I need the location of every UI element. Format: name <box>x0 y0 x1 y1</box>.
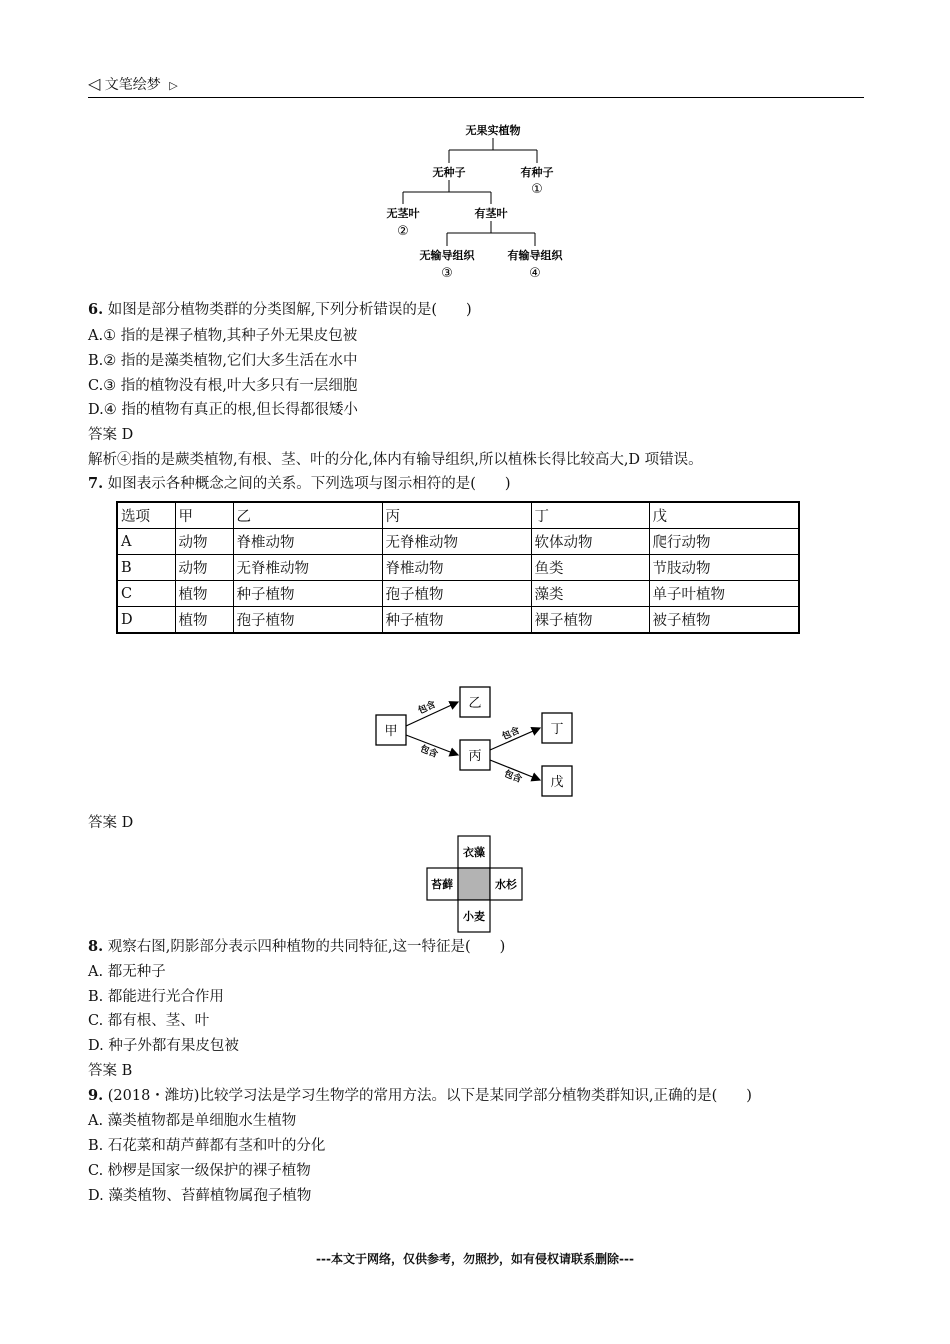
cross-left-label: 苔藓 <box>431 878 453 891</box>
q6-analysis: 解析④指的是蕨类植物,有根、茎、叶的分化,体内有输导组织,所以植株长得比较高大,D 项错误。 <box>88 452 703 468</box>
table-header-cell: 丙 <box>382 502 531 529</box>
table-cell: C <box>117 581 175 607</box>
table-cell: 孢子植物 <box>233 607 382 634</box>
table-cell: B <box>117 555 175 581</box>
label-ding: 丁 <box>550 722 564 737</box>
q9-option-b: B. 石花菜和葫芦藓都有茎和叶的分化 <box>88 1138 326 1154</box>
q7-number: 7. <box>88 475 104 492</box>
q6-option-b: B.② 指的是藻类植物,它们大多生活在水中 <box>88 353 358 369</box>
table-cell: 植物 <box>175 581 233 607</box>
table-cell: 脊椎动物 <box>382 555 531 581</box>
table-cell: 鱼类 <box>531 555 649 581</box>
q6-number: 6. <box>88 301 104 318</box>
contains-label-1: 包含 <box>416 699 438 717</box>
q7-stem-text: 如图表示各种概念之间的关系。下列选项与图示相符的是( ) <box>103 476 511 492</box>
contains-label-3: 包含 <box>500 725 522 743</box>
table-cell: 爬行动物 <box>649 529 799 555</box>
tree-num-1: ① <box>531 182 543 197</box>
table-cell: 植物 <box>175 607 233 634</box>
tree-has-seed: 有种子 <box>520 166 554 179</box>
tree-num-3: ③ <box>441 266 453 281</box>
table-cell: 裸子植物 <box>531 607 649 634</box>
table-cell: 节肢动物 <box>649 555 799 581</box>
concept-diagram <box>370 680 580 800</box>
table-cell: 单子叶植物 <box>649 581 799 607</box>
page-header <box>88 74 178 94</box>
table-cell: 被子植物 <box>649 607 799 634</box>
q6-stem <box>88 300 472 320</box>
q9-number: 9. <box>88 1087 104 1104</box>
tree-num-2: ② <box>397 224 409 239</box>
q7-options-table <box>116 501 800 634</box>
tree-no-stem-leaf: 无茎叶 <box>386 207 420 220</box>
q8-option-b: B. 都能进行光合作用 <box>88 989 224 1005</box>
q8-number: 8. <box>88 938 104 955</box>
label-yi: 乙 <box>468 696 482 711</box>
table-cell: 动物 <box>175 529 233 555</box>
tree-root: 无果实植物 <box>465 124 521 137</box>
q8-option-d: D. 种子外都有果皮包被 <box>88 1038 239 1054</box>
q9-option-d: D. 藻类植物、苔藓植物属孢子植物 <box>88 1188 312 1204</box>
table-cell: 无脊椎动物 <box>233 555 382 581</box>
table-header-cell: 选项 <box>117 502 175 529</box>
q6-answer: 答案 D <box>88 427 134 443</box>
q7-answer: 答案 D <box>88 815 134 831</box>
tree-no-seed: 无种子 <box>432 166 466 179</box>
left-triangle-icon: ◁ <box>88 74 101 93</box>
table-row <box>117 581 799 607</box>
plant-cross-diagram <box>426 835 524 933</box>
q6-option-a: A.① 指的是裸子植物,其种子外无果皮包被 <box>88 328 358 344</box>
cross-top-label: 衣藻 <box>463 846 485 859</box>
cross-bottom-label: 小麦 <box>463 910 485 923</box>
cross-right-label: 水杉 <box>495 878 517 891</box>
tree-no-vascular: 无输导组织 <box>419 249 475 262</box>
tree-lines <box>403 138 537 246</box>
table-row <box>117 529 799 555</box>
q9-stem-text: (2018・潍坊)比较学习法是学习生物学的常用方法。以下是某同学部分植物类群知识,正确的是( ) <box>103 1088 752 1104</box>
contains-label-4: 包含 <box>502 769 523 786</box>
table-row <box>117 555 799 581</box>
cross-center-shaded <box>458 868 490 900</box>
q6-stem-text: 如图是部分植物类群的分类图解,下列分析错误的是( ) <box>103 302 472 318</box>
tree-num-4: ④ <box>529 266 541 281</box>
q8-option-a: A. 都无种子 <box>88 964 166 980</box>
table-cell: 无脊椎动物 <box>382 529 531 555</box>
q6-option-d: D.④ 指的植物有真正的根,但长得都很矮小 <box>88 402 358 418</box>
table-cell: 动物 <box>175 555 233 581</box>
label-wu: 戊 <box>550 775 564 790</box>
table-cell: 藻类 <box>531 581 649 607</box>
header-title: 文笔绘梦 <box>104 77 161 93</box>
q7-stem <box>88 474 511 494</box>
tree-has-vascular: 有输导组织 <box>507 249 563 262</box>
q6-option-c: C.③ 指的植物没有根,叶大多只有一层细胞 <box>88 378 358 394</box>
table-row <box>117 607 799 634</box>
q9-option-c: C. 桫椤是国家一级保护的裸子植物 <box>88 1163 311 1179</box>
label-jia: 甲 <box>384 724 398 739</box>
q8-stem <box>88 937 505 957</box>
label-bing: 丙 <box>468 749 482 764</box>
table-cell: A <box>117 529 175 555</box>
table-cell: 软体动物 <box>531 529 649 555</box>
table-header-cell: 甲 <box>175 502 233 529</box>
table-cell: D <box>117 607 175 634</box>
classification-tree <box>370 118 580 283</box>
header-divider <box>88 97 864 98</box>
table-header-cell: 戊 <box>649 502 799 529</box>
table-cell: 脊椎动物 <box>233 529 382 555</box>
page-footer: ---本文于网络，仅供参考，勿照抄，如有侵权请联系删除--- <box>316 1252 634 1266</box>
q9-stem <box>88 1086 752 1106</box>
tree-has-stem-leaf: 有茎叶 <box>474 207 508 220</box>
table-cell: 孢子植物 <box>382 581 531 607</box>
table-header-cell: 乙 <box>233 502 382 529</box>
q8-answer: 答案 B <box>88 1063 133 1079</box>
table-cell: 种子植物 <box>382 607 531 634</box>
right-triangle-icon: ▷ <box>169 79 178 92</box>
q9-option-a: A. 藻类植物都是单细胞水生植物 <box>88 1113 297 1129</box>
table-header-row <box>117 502 799 529</box>
q8-stem-text: 观察右图,阴影部分表示四种植物的共同特征,这一特征是( ) <box>103 939 506 955</box>
contains-label-2: 包含 <box>418 744 439 761</box>
table-cell: 种子植物 <box>233 581 382 607</box>
table-header-cell: 丁 <box>531 502 649 529</box>
q8-option-c: C. 都有根、茎、叶 <box>88 1013 210 1029</box>
